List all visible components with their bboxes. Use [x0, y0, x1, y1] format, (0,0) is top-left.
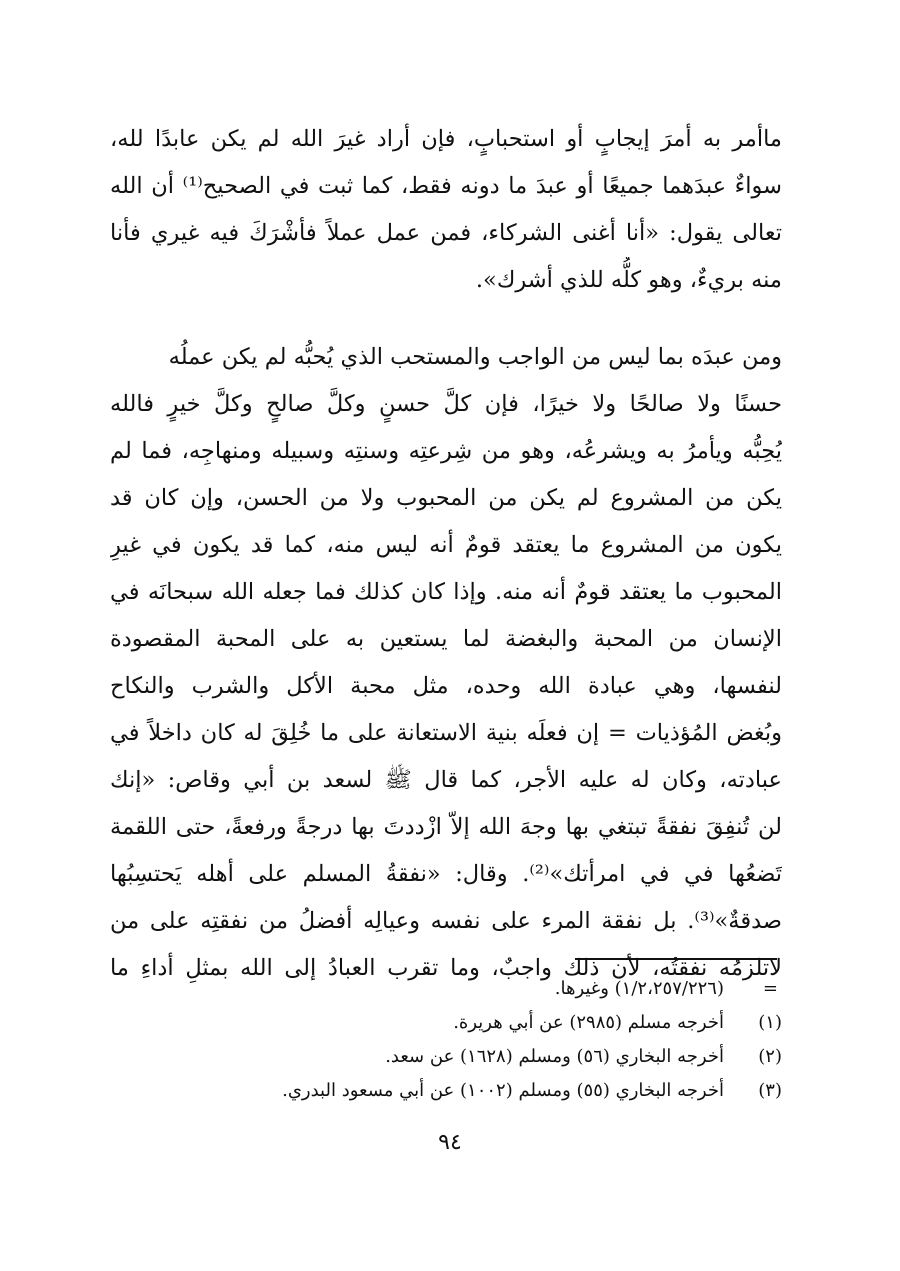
- text-line: لن تُنفِقَ نفقةً تبتغي بها وجهَ الله إلاّ ازْددتَ بها درجةً ورفعةً، حتى اللقمة: [110, 814, 782, 840]
- text-line: صدقةٌ»⁽³⁾. بل نفقة المرء على نفسه وعيالِه أفضلُ من نفقتِه على من: [110, 908, 782, 934]
- text-line: المحبوب ما يعتقد قومٌ أنه منه. وإذا كان كذلك فما جعله الله سبحانَه في: [110, 579, 782, 605]
- footnote-1: [110, 1006, 782, 1040]
- text-line: لاتلزمُه نفقتُه، لأن ذلك واجبٌ، وما تقرب العبادُ إلى الله بمثلِ أداءِ ما: [110, 955, 782, 981]
- text-line: حسنًا ولا صالحًا ولا خيرًا، فإن كلَّ حسنٍ وكلَّ صالحٍ وكلَّ خيرٍ فالله: [110, 391, 782, 417]
- text-line: لنفسها، وهي عبادة الله وحده، مثل محبة الأكل والشرب والنكاح: [110, 673, 782, 699]
- footnote-marker: (٣): [758, 1080, 782, 1101]
- text-line: وبُغض المُؤذيات = إن فعلَه بنية الاستعانة على ما خُلِقَ له كان داخلاً في: [110, 720, 782, 746]
- text-line: يُحِبُّه ويأمرُ به ويشرعُه، وهو من شِرعتِه وسنتِه وسبيله ومنهاجِه، فما لم: [110, 438, 782, 464]
- footnote-2: [110, 1040, 782, 1074]
- footnotes: [110, 972, 782, 1108]
- text-line: عبادته، وكان له عليه الأجر، كما قال ﷺ لسعد بن أبي وقاص: «إنك: [110, 767, 782, 793]
- text-line: يكون من المشروع ما يعتقد قومٌ أنه ليس منه، كما قد يكون في غيرِ: [110, 532, 782, 558]
- footnote-continuation: [110, 972, 782, 1006]
- page-number: ٩٤: [438, 1130, 462, 1155]
- footnote-marker: =: [762, 978, 778, 999]
- footnote-marker: (١): [758, 1012, 782, 1033]
- footnote-text: أخرجه مسلم (٢٩٨٥) عن أبي هريرة.: [453, 1012, 724, 1033]
- text-line: تَضعُها في في امرأتك»⁽²⁾. وقال: «نفقةُ المسلم على أهله يَحتسِبُها: [110, 861, 782, 887]
- paragraph-1: [110, 116, 782, 304]
- text-line: ماأمر به أمرَ إيجابٍ أو استحبابٍ، فإن أراد غيرَ الله لم يكن عابدًا لله،: [110, 126, 782, 152]
- text-line: تعالى يقول: «أنا أغنى الشركاء، فمن عمل عملاً فأشْرَكَ فيه غيري فأنا: [110, 220, 782, 246]
- text-line: الإنسان من المحبة والبغضة لما يستعين به على المحبة المقصودة: [110, 626, 782, 652]
- text-line: يكن من المشروع لم يكن من المحبوب ولا من الحسن، وإن كان قد: [110, 485, 782, 511]
- text-line: منه بريءٌ، وهو كلُّه للذي أشرك».: [475, 267, 782, 293]
- footnote-text: أخرجه البخاري (٥٥) ومسلم (١٠٠٢) عن أبي مسعود البدري.: [282, 1080, 724, 1101]
- footnote-text: (١/٢،٢٥٧/٢٢٦) وغيرها.: [554, 978, 724, 999]
- paragraph-2: [110, 334, 782, 992]
- footnote-3: [110, 1074, 782, 1108]
- footnote-separator: [575, 958, 777, 960]
- text-line: ومن عبدَه بما ليس من الواجب والمستحب الذي يُحبُّه لم يكن عملُه: [168, 344, 782, 370]
- footnote-marker: (٢): [758, 1046, 782, 1067]
- footnote-text: أخرجه البخاري (٥٦) ومسلم (١٦٢٨) عن سعد.: [385, 1046, 724, 1067]
- text-line: سواءٌ عبدَهما جميعًا أو عبدَ ما دونه فقط، كما ثبت في الصحيح⁽¹⁾ أن الله: [110, 173, 782, 199]
